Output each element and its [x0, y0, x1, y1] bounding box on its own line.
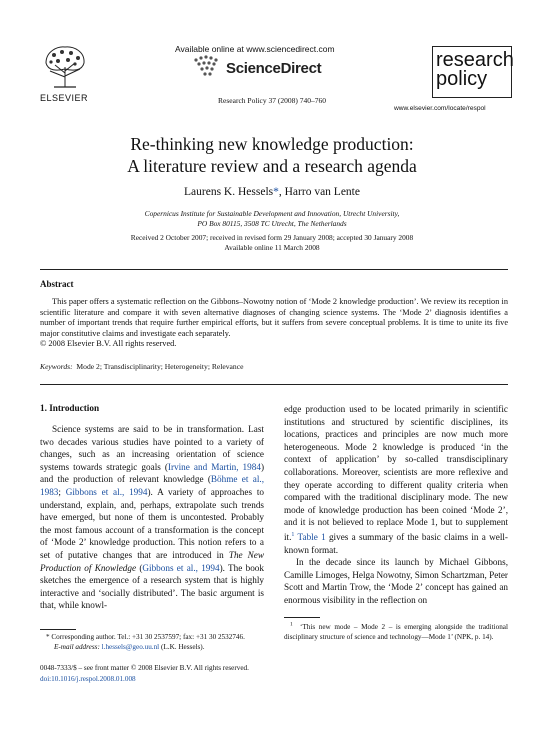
cont-text-b: gives a summary of the basic claims in a well-known format. [284, 532, 508, 555]
author-van-lente: Harro van Lente [284, 186, 360, 198]
journal-logo [432, 46, 512, 98]
article-title-line1: Re-thinking new knowledge production: [130, 134, 414, 154]
email-line [40, 642, 270, 652]
ref-table-1[interactable]: Table 1 [297, 532, 326, 542]
abstract-bottom-rule [40, 384, 508, 385]
ref-irvine-martin-1984[interactable]: Irvine and Martin, 1984 [167, 461, 261, 472]
doi-link[interactable]: doi:10.1016/j.respol.2008.01.008 [40, 675, 136, 683]
email-label: E-mail address: [54, 643, 100, 651]
received-dates: Received 2 October 2007; received in revised form 29 January 2008; accepted 30 January 2008 [130, 233, 414, 242]
fn1-line [284, 623, 508, 641]
book-title: The New Production of Knowledge [40, 549, 264, 573]
intro-text-f: ). The book sketches the emergence of a research system that is highly interactive and ‘socially distributed’. The basic argument is that, while knowl- [40, 562, 264, 611]
keywords-label: Keywords: [40, 362, 73, 371]
journal-url: www.elsevier.com/locate/respol [394, 105, 486, 112]
journal-name-line2: policy [436, 68, 488, 90]
left-footnote-rule [40, 629, 76, 630]
section-heading-introduction: 1. Introduction [40, 403, 100, 413]
affiliation-line2: PO Box 80115, 3508 TC Utrecht, The Netherlands [197, 219, 347, 228]
ref-gibbons-1994-b[interactable]: Gibbons et al., 1994 [142, 562, 220, 573]
right-column-text [284, 403, 508, 607]
author-separator: , [278, 186, 285, 198]
corr-mark: * [46, 633, 50, 641]
paragraph-2: In the decade since its launch by Michael Gibbons, Camille Limoges, Helga Nowotny, Simon Schartzman, Peter Scott and Martin Trow, the ‘Mode 2’ concept has gained an enormous visibility in the reflection on [284, 557, 508, 605]
ref-bohme-1983[interactable]: Böhme et al., 1983 [40, 474, 264, 497]
ref-gibbons-1994-a[interactable]: Gibbons et al., 1994 [65, 486, 148, 497]
intro-text-b: ) and the production of relevant knowledge ( [40, 461, 264, 485]
corr-text: Corresponding author. Tel.: +31 30 2537597; fax: +31 30 2532746. [49, 633, 245, 641]
email-link[interactable]: l.hessels@geo.uu.nl [101, 643, 160, 651]
available-online-text: Available online at www.sciencedirect.com [175, 44, 335, 54]
corresponding-author-mark[interactable]: * [273, 186, 279, 198]
authors [0, 186, 544, 198]
email-suffix: (L.K. Hessels). [159, 643, 205, 651]
citation-line: Research Policy 37 (2008) 740–760 [218, 96, 326, 105]
corresponding-author-footnote [40, 632, 270, 652]
keywords-list: Mode 2; Transdisciplinarity; Heterogeneity; Relevance [76, 362, 244, 371]
abstract-heading: Abstract [40, 279, 74, 289]
article-title-line2: A literature review and a research agenda [127, 156, 417, 176]
right-footnote-rule [284, 617, 320, 618]
available-online-date: Available online 11 March 2008 [224, 243, 320, 252]
author-hessels: Laurens K. Hessels [184, 186, 274, 198]
sciencedirect-logo-icon [192, 54, 226, 78]
affiliation-line1: Copernicus Institute for Sustainable Development and Innovation, Utrecht University, [144, 209, 400, 218]
left-column-text [40, 423, 264, 612]
continued-paragraph [284, 403, 508, 556]
intro-paragraph-1 [40, 423, 264, 612]
intro-text-a: Science systems are said to be in transformation. Last two decades various studies have pointed to a variety of changes, such as an increasing orientation of science systems towards strategic goals ( [40, 424, 264, 472]
elsevier-wordmark: ELSEVIER [40, 93, 89, 103]
abstract-text: This paper offers a systematic reflection on the Gibbons–Nowotny notion of ‘Mode 2 knowledge production’. We review its reception in scientific literature and compare it with seven alternative diagnoses of changing science systems. The ‘Mode 2’ diagnosis identifies a number of important trends that require further empirical efforts, but it suffers from severe conceptual problems. It is time to unite its five major constitutive claims and investigate each separately. [40, 297, 508, 338]
journal-name-line1: research [436, 49, 514, 71]
footnote-1 [284, 620, 508, 642]
fn1-text: ‘This new mode – Mode 2 – is emerging alongside the traditional disciplinary structure of science and technology—Mode 1’ (NPK, p. 14). [284, 623, 508, 642]
elsevier-tree-logo-icon [40, 43, 90, 90]
corr-line [40, 632, 270, 642]
intro-text-d: ). A variety of approaches to understand, explain, and, perhaps, extrapolate such trends have emerged, but none of them is uncontested. Probably the most famous account of a transformation is the concept of ‘Mode 2’ knowledge production. This notion refers to a set of putative changes that are introduced in [40, 486, 264, 560]
sciencedirect-brand: ScienceDirect [226, 60, 322, 77]
intro-text-e: ( [136, 562, 143, 573]
abstract-body [40, 297, 508, 350]
issn-line: 0048-7333/$ – see front matter © 2008 Elsevier B.V. All rights reserved. [40, 664, 249, 672]
abstract-copyright: © 2008 Elsevier B.V. All rights reserved. [40, 339, 177, 349]
abstract-top-rule [40, 269, 508, 270]
intro-text-c: ; [58, 486, 66, 497]
keywords [40, 362, 243, 371]
cont-text-a: edge production used to be located primarily in scientific institutions and structured by scientific disciplines, its locations, practices and principles are now much more heterogeneous. Mode 2 knowledge is produced ‘in the context of application’ by so-called transdisciplinary collaborations. Moreover, scientists are more reflexive and they operate according to different quality criteria when compared with the traditional disciplinary mode. The new mode of knowledge production has been coined ‘Mode 2’, and it is not believed to replace Mode 1, but to supplement it. [284, 404, 508, 542]
footnote-1-mark[interactable]: 1 [291, 531, 295, 538]
fn1-mark: 1 [290, 622, 293, 628]
